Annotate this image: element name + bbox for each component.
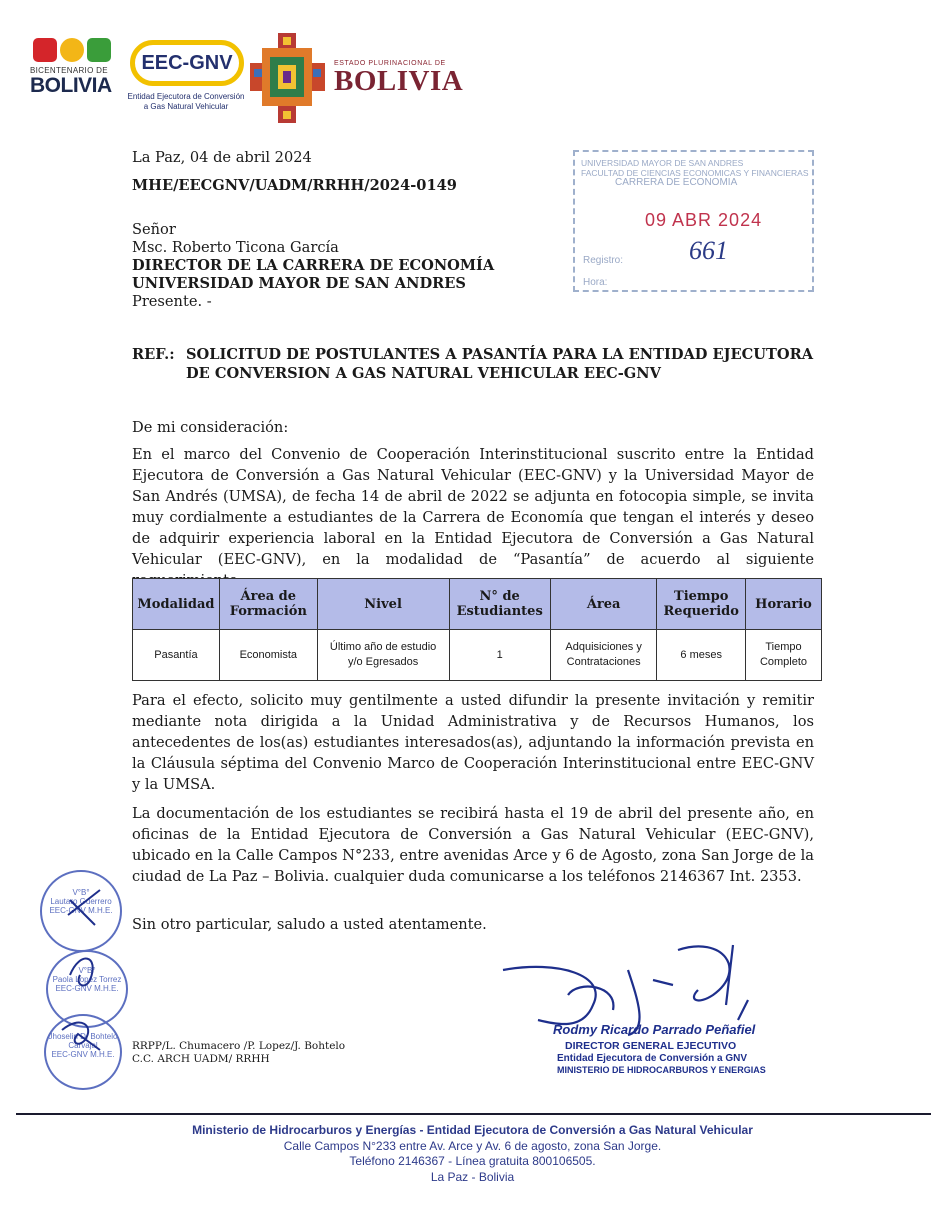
table-header-cell: Horario [746,579,822,630]
ref-label: REF.: [132,346,175,363]
signer-entity: Entidad Ejecutora de Conversión a GNV [557,1053,748,1064]
copies-line2: C.C. ARCH UADM/ RRHH [132,1053,270,1065]
closing: Sin otro particular, saludo a usted atentamente. [132,916,487,933]
chakana-emblem-icon [250,33,325,123]
paragraph-3: La documentación de los estudiantes se recibirá hasta el 19 de abril del presente año, en oficinas de la Entidad Ejecutora de Conversión a Gas Natural Vehicular (EEC-GNV), ubicado en la Calle Campos N°233, entre avenidas Arce y 6 de Agosto, zona San Jorge de la ciudad de La Paz – Bolivia. cualquier duda comunicarse a los teléfonos 2146367 Int. 2353. [132,805,814,885]
signer-title: DIRECTOR GENERAL EJECUTIVO [565,1040,737,1052]
stamp-hora: Hora: [583,277,608,288]
stamp-date: 09 ABR 2024 [645,210,763,230]
seal3-name: Jhoselin D. Bohtelo Carvajal [48,1032,118,1050]
table-header-cell: Área de Formación [219,579,317,630]
bicentenario-caption: BICENTENARIO DE [30,66,108,75]
seal2-name: Paola Lopez Torrez [52,975,122,984]
table-cell: Tiempo Completo [746,630,822,681]
seal2-vb: V°B° [78,966,96,975]
table-cell: 1 [449,630,550,681]
receipt-stamp [573,150,814,292]
footer-divider [16,1113,931,1115]
eec-gnv-logo [124,40,248,128]
ref-line2: DE CONVERSION A GAS NATURAL VEHICULAR EEC-GNV [186,365,661,382]
bicentenario-logo [30,38,114,116]
footer [0,1123,945,1185]
signer-name: Rodmy Ricardo Parrado Peñafiel [553,1022,756,1037]
recipient-institution: UNIVERSIDAD MAYOR DE SAN ANDRES [132,275,466,292]
paragraph-1: En el marco del Convenio de Cooperación Interinstitucional suscrito entre la Entidad Ejecutora de Conversión a Gas Natural Vehicular (EEC-GNV) y la Universidad Mayor de San Andrés (UMSA), de fecha 14 de abril de 2022 se adjunta en fotocopia simple, se invita muy cordialmente a estudiantes de la Carrera de Economía que tengan el interés y deseo de adquirir experiencia laboral en la Entidad Ejecutora de Conversión a Gas Natural Vehicular (EEC-GNV), en la modalidad de “Pasantía” de acuerdo al siguiente [132,446,814,568]
footer-line1: Ministerio de Hidrocarburos y Energías - Entidad Ejecutora de Conversión a Gas Natural Vehicular [192,1123,753,1137]
bicentenario-icon [33,38,114,62]
recipient-presente: Presente. - [132,293,212,310]
ref-line1: SOLICITUD DE POSTULANTES A PASANTÍA PARA LA ENTIDAD EJECUTORA [186,346,814,363]
table-header-cell: Tiempo Requerido [657,579,746,630]
footer-line3: Teléfono 2146367 - Línea gratuita 800106505. [349,1154,596,1168]
stamp-line2: FACULTAD DE CIENCIAS ECONOMICAS Y FINANCIERAS [581,168,809,178]
bicentenario-country: BOLIVIA [30,74,112,97]
requirements-table [132,578,822,681]
estado-caption: ESTADO PLURINACIONAL DE [334,60,446,67]
estado-country: BOLIVIA [334,65,464,97]
eec-badge [130,40,244,86]
recipient-position: DIRECTOR DE LA CARRERA DE ECONOMÍA [132,257,495,274]
signer-ministry: MINISTERIO DE HIDROCARBUROS Y ENERGIAS [557,1065,766,1075]
greeting: De mi consideración: [132,419,289,436]
table-row [133,630,822,681]
estado-plurinacional-logo [334,60,464,100]
seal1-org: EEC-GNV M.H.E. [49,906,113,915]
table-cell: 6 meses [657,630,746,681]
table-header-cell: Área [550,579,657,630]
copies-block [132,1040,345,1066]
stamp-line1: UNIVERSIDAD MAYOR DE SAN ANDRES [581,158,744,168]
table-cell: Pasantía [133,630,220,681]
table-header-cell: Modalidad [133,579,220,630]
place-date: La Paz, 04 de abril 2024 [132,149,312,166]
seal2-org: EEC-GNV M.H.E. [55,984,119,993]
seal1-vb: V°B° [72,888,90,897]
initials-scribble [40,880,140,1080]
recipient-salutation: Señor [132,221,176,238]
eec-subtitle-line1: Entidad Ejecutora de Conversión [127,92,245,101]
recipient-name: Msc. Roberto Ticona García [132,239,339,256]
table-cell: Último año de estudio y/o Egresados [317,630,449,681]
table-header-cell: N° de Estudiantes [449,579,550,630]
paragraph-2: Para el efecto, solicito muy gentilmente a usted difundir la presente invitación y remitir mediante nota dirigida a la Unidad Administrativa y de Recursos Humanos, los antecedentes de los(as) estudiantes interesados(as), adjuntando la información prevista en la Cláusula séptima del Convenio Marco de Cooperación Interinstitucional entre EEC-GNV y la UMSA. [132,692,814,793]
table-header-cell: Nivel [317,579,449,630]
footer-line4: La Paz - Bolivia [430,1169,515,1184]
eec-subtitle [124,92,248,112]
table-header-row [133,579,822,630]
stamp-number: 661 [689,236,728,265]
eec-subtitle-line2: a Gas Natural Vehicular [143,102,229,111]
copies-line1: RRPP/L. Chumacero /P. Lopez/J. Bohtelo [132,1040,346,1052]
seal1-name: Lautaro Guerrero [50,897,112,906]
table-cell: Economista [219,630,317,681]
seal3-org: EEC-GNV M.H.E. [51,1050,115,1059]
footer-line2: Calle Campos N°233 entre Av. Arce y Av. 6 de agosto, zona San Jorge. [283,1138,662,1153]
stamp-registro: Registro: [583,255,624,266]
eec-badge-text: EEC-GNV [141,51,233,74]
reference-code: MHE/EECGNV/UADM/RRHH/2024-0149 [132,177,457,194]
stamp-line3: CARRERA DE ECONOMIA [615,177,738,188]
table-cell: Adquisiciones y Contrataciones [550,630,657,681]
